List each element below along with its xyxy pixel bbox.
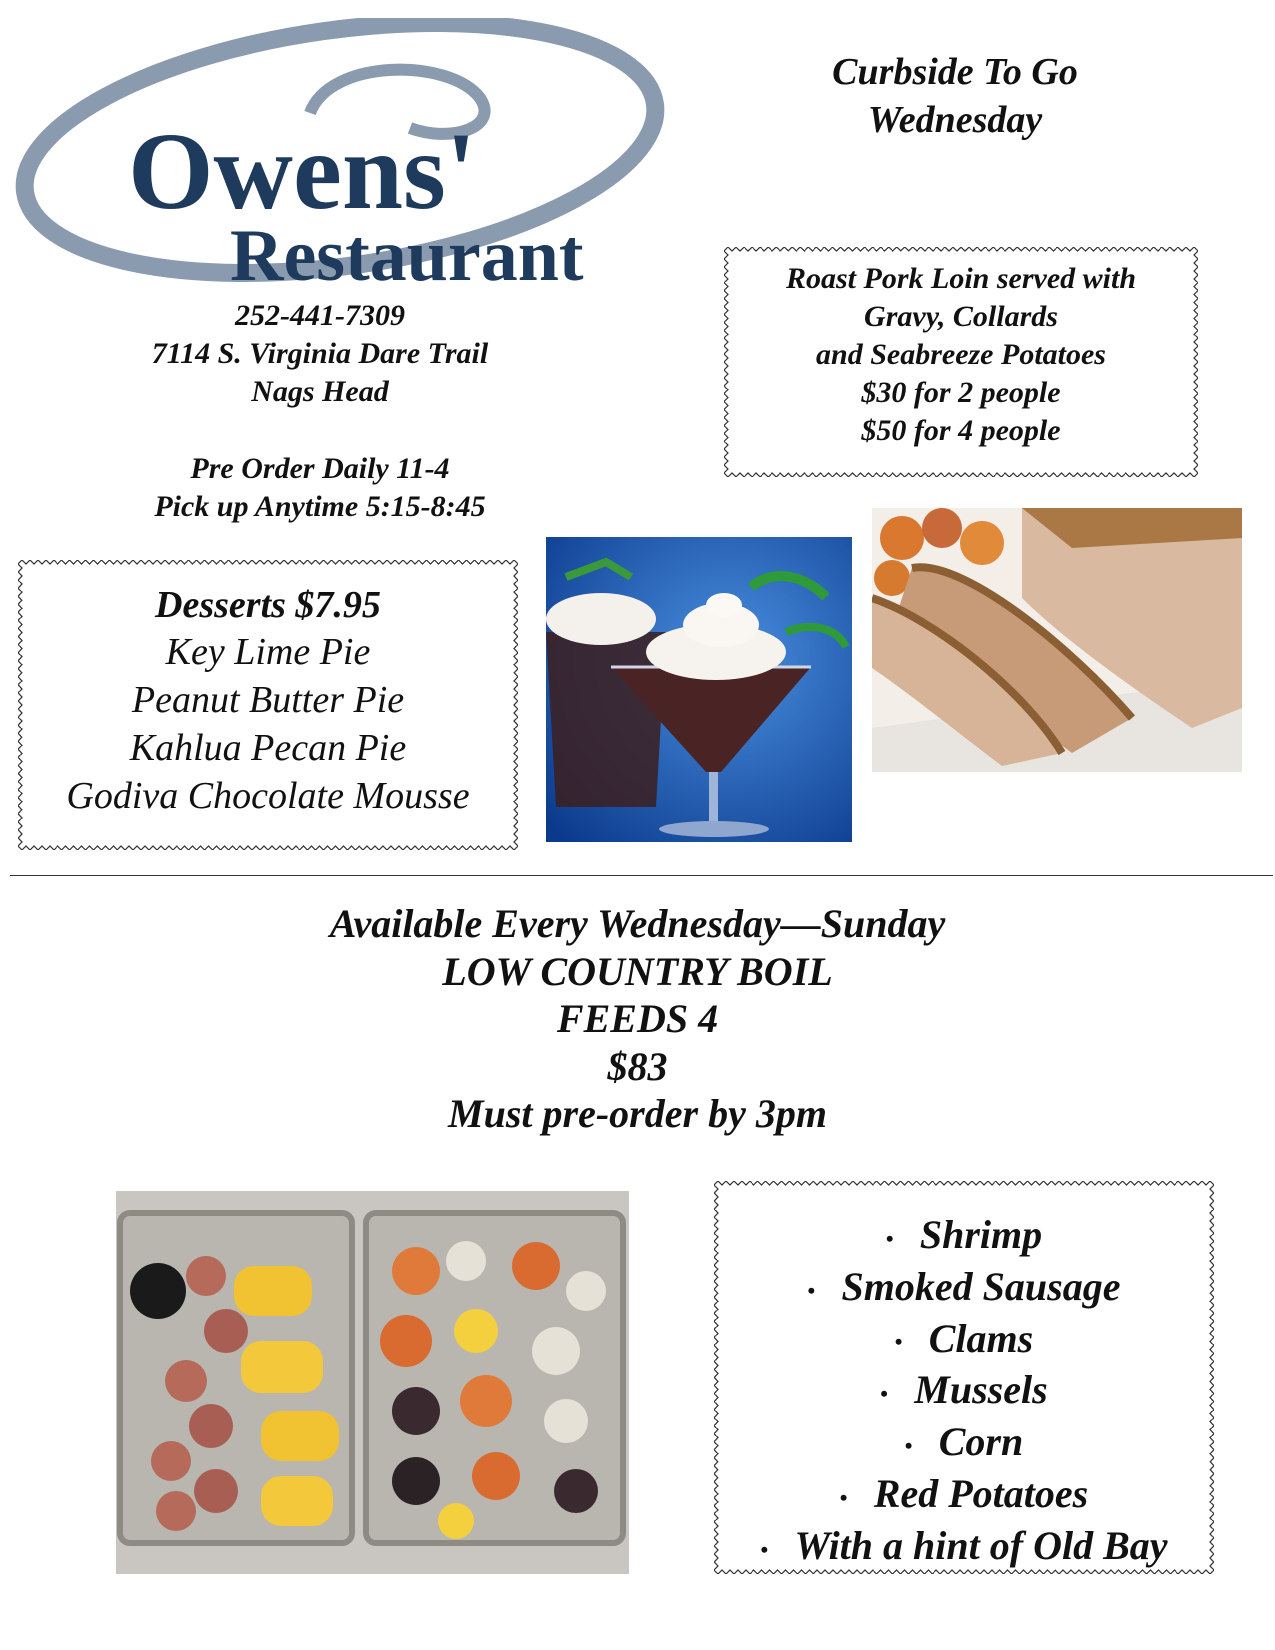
street-address: 7114 S. Virginia Dare Trail — [151, 337, 489, 370]
list-item — [722, 1263, 1206, 1315]
list-item — [722, 1315, 1206, 1367]
ingredient-label: Red Potatoes — [873, 1471, 1089, 1517]
bullet-icon: • — [880, 1381, 888, 1407]
bullet-icon: • — [894, 1329, 903, 1355]
list-item — [722, 1366, 1206, 1418]
boil-price: $83 — [607, 1043, 668, 1089]
boil-availability: Available Every Wednesday—Sunday — [329, 901, 946, 946]
ingredient-label: Mussels — [914, 1367, 1048, 1413]
desserts-box — [18, 560, 518, 850]
logo-name-line1: Owens' — [128, 110, 477, 232]
boil-feeds: FEEDS 4 — [556, 996, 719, 1041]
dessert-item: Kahlua Pecan Pie — [129, 727, 407, 769]
restaurant-logo — [10, 18, 700, 288]
ingredient-list — [722, 1189, 1206, 1574]
curbside-line2: Wednesday — [867, 99, 1043, 141]
dessert-item: Key Lime Pie — [165, 631, 371, 673]
special-price-2: $30 for 2 people — [861, 376, 1061, 409]
list-item — [722, 1418, 1206, 1470]
special-line: Roast Pork Loin served with — [785, 262, 1137, 295]
bullet-icon: • — [807, 1277, 816, 1303]
list-item — [722, 1211, 1206, 1263]
preorder-hours: Pre Order Daily 11-4 — [190, 452, 450, 485]
roast-pork-photo — [872, 508, 1242, 772]
ingredient-label: Clams — [928, 1315, 1034, 1361]
ingredient-label: Corn — [938, 1419, 1024, 1465]
low-country-boil-header — [200, 900, 1075, 1138]
hours-info — [90, 450, 550, 526]
ingredient-label: With a hint of Old Bay — [794, 1522, 1168, 1568]
list-item — [722, 1522, 1206, 1574]
special-line: Gravy, Collards — [864, 300, 1058, 333]
bullet-icon: • — [839, 1484, 848, 1510]
desserts-title: Desserts $7.95 — [155, 584, 381, 626]
pickup-hours: Pick up Anytime 5:15-8:45 — [154, 490, 486, 523]
city: Nags Head — [251, 375, 389, 408]
special-price-4: $50 for 4 people — [861, 414, 1061, 447]
bullet-icon: • — [904, 1433, 913, 1459]
list-item — [722, 1470, 1206, 1522]
curbside-header — [730, 48, 1180, 144]
phone-number: 252-441-7309 — [235, 299, 405, 332]
boil-name: LOW COUNTRY BOIL — [442, 948, 833, 994]
bullet-icon: • — [885, 1225, 894, 1251]
dessert-item: Godiva Chocolate Mousse — [66, 775, 470, 817]
boil-deadline: Must pre-order by 3pm — [448, 1091, 827, 1136]
contact-info — [90, 297, 550, 411]
special-line: and Seabreeze Potatoes — [816, 338, 1106, 371]
dessert-item: Peanut Butter Pie — [131, 679, 405, 721]
ingredient-label: Shrimp — [919, 1212, 1043, 1257]
chocolate-mousse-photo — [546, 537, 852, 842]
low-country-boil-photo — [116, 1191, 629, 1574]
bullet-icon: • — [760, 1536, 769, 1562]
boil-ingredients-box — [714, 1181, 1214, 1574]
curbside-line1: Curbside To Go — [832, 51, 1078, 93]
pork-special-box — [724, 247, 1198, 477]
logo-name-line2: Restaurant — [230, 215, 584, 288]
section-divider — [10, 875, 1273, 876]
ingredient-label: Smoked Sausage — [841, 1263, 1121, 1309]
